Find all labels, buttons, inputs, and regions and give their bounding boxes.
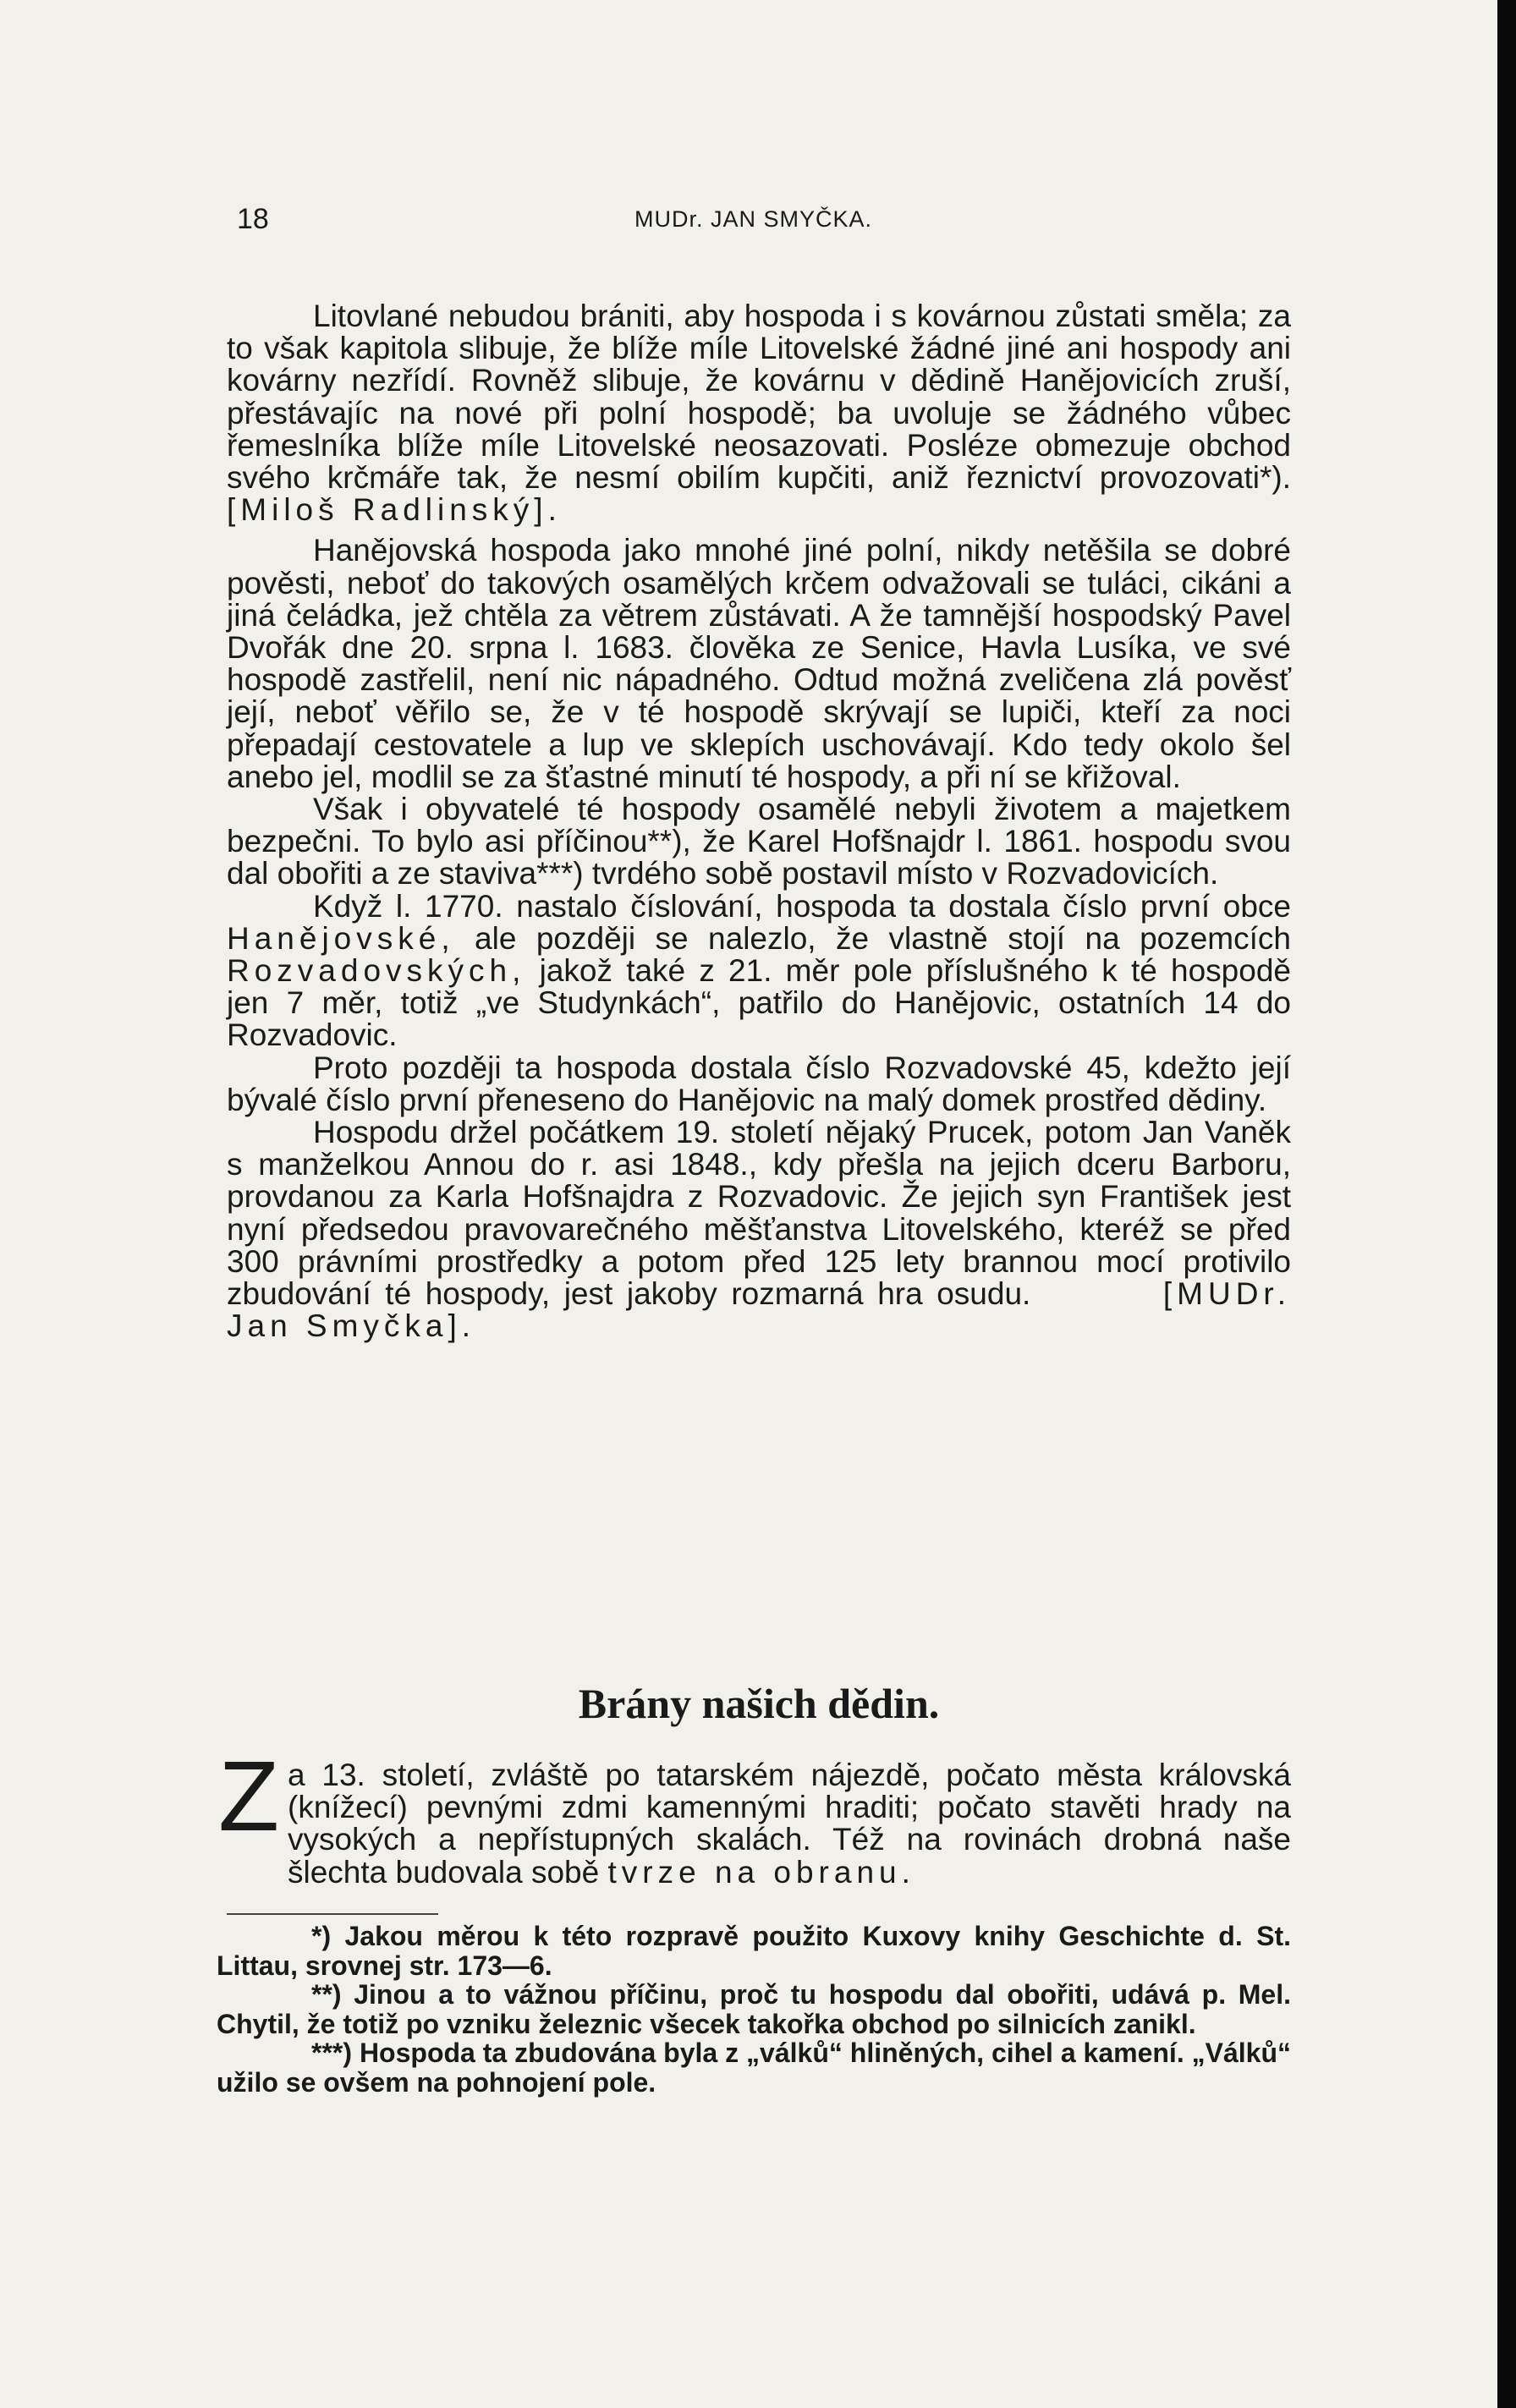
paragraph: Proto později ta hospoda dostala číslo Rozvadovské 45, kdežto její bývalé číslo první přeneseno do Hanějovic na malý domek prostřed dědiny. [227, 1050, 1291, 1117]
paragraph-text: Hospodu držel počátkem 19. století nějaký Prucek, potom Jan Vaněk s manželkou Annou do r. asi 1848., kdy přešla na jejich dceru Barboru, provdanou za Karla Hofšnajdra z Rozvadovic. Že jejich syn František jest nyní předsedou pravovarečného měšťanstva Litovelského, kteréž se před 300 právními prostředky a potom před 125 lety brannou mocí protivilo zbudování té hospody, jest jakoby rozmarná hra osudu. [227, 1115, 1291, 1312]
paragraph-text: jakož také z 21. měr pole příslušného k té hospodě jen 7 měr, totiž „ve Studynkách“, patřilo do Hanějovic, ostatních 14 do Rozvadovic. [227, 953, 1291, 1053]
paragraph: Hanějovská hospoda jako mnohé jiné polní, nikdy netěšila se dobré pověsti, neboť do takových osamělých krčem odvažovali se tuláci, cikáni a jiná čeládka, jež chtěla za větrem zůstávati. A že tamnější hospodský Pavel Dvořák dne 20. srpna l. 1683. člověka ze Senice, Havla Lusíka, ve své hospodě zastřelil, není nic nápadného. Odtud možná zveličena zlá pověsť její, neboť věřilo se, že v té hospodě skrývají se lupiči, kteří za noci přepadají cestovatele a lup ve sklepích uschovávají. Kdo tedy okolo šel anebo jel, modlil se za šťastné minutí té hospody, a při ní se křižoval. [227, 533, 1291, 794]
paragraph: Však i obyvatelé té hospody osamělé nebyli životem a majetkem bezpečni. To bylo asi příčinou**), že Karel Hofšnajdr l. 1861. hospodu svou dal obořiti a ze staviva***) tvrdého sobě postavil místo v Rozvadovicích. [227, 792, 1291, 891]
paragraph [227, 1116, 1291, 1342]
paragraph [227, 1759, 1291, 1889]
emphasized-text: tvrze na obranu. [607, 1854, 915, 1890]
paragraph-text: ale později se nalezlo, že vlastně stojí na pozemcích [475, 920, 1291, 956]
author-signature: [Miloš Radlinský]. [227, 492, 562, 528]
paragraph-text: Když l. 1770. nastalo číslování, hospoda ta dostala číslo první obce [313, 888, 1291, 924]
footnotes [217, 1922, 1291, 2097]
article-body [227, 300, 1291, 1343]
section-heading: Brány našich dědin. [578, 1680, 940, 1727]
author-signature: [MUDr. Jan Smyčka]. [227, 1276, 1291, 1344]
page-header [237, 203, 1286, 245]
footnote: **) Jinou a to vážnou příčinu, proč tu hospodu dal obořiti, udává p. Mel. Chytil, že totiž po vzniku železnic všecek takořka obchod po silnicích zanikl. [217, 1979, 1291, 2039]
running-title: MUDr. JAN SMYČKA. [634, 206, 873, 232]
emphasized-text: Rozvadovských, [227, 953, 526, 989]
drop-cap-initial: Z [218, 1741, 280, 1852]
footnote: ***) Hospoda ta zbudována byla z „válků“ hliněných, cihel a kamení. „Válků“ užilo se ovšem na pohnojení pole. [217, 2038, 1291, 2098]
paragraph-text: a 13. století, zvláště po tatarském nájezdě, počato města královská (knížecí) pevnými zdmi kamennými hraditi; počato stavěti hrady na vysokých a nepřístupných skalách. Též na rovinách drobná naše šlechta budovala sobě [288, 1758, 1291, 1890]
emphasized-text: Hanějovské, [227, 920, 455, 956]
footnote: *) Jakou měrou k této rozpravě použito Kuxovy knihy Geschichte d. St. Littau, srovnej str. 173—6. [217, 1921, 1291, 1981]
paragraph [227, 300, 1291, 526]
page-number: 18 [237, 203, 269, 235]
section-body [227, 1759, 1291, 1889]
scan-edge [1497, 0, 1516, 2408]
paragraph-text: Litovlané nebudou brániti, aby hospoda i s kovárnou zůstati směla; za to však kapitola slibuje, že blíže míle Litovelské žádné jiné ani hospody ani kovárny nezřídí. Rovněž slibuje, že kovárnu v dědině Hanějovicích zruší, přestávajíc na nové při polní hospodě; ba uvoluje se žádného vůbec řemeslníka blíže míle Litovelské neosazovati. Posléze obmezuje obchod svého krčmáře tak, že nesmí obilím kupčiti, aniž řeznictví provozovati*). [227, 299, 1291, 496]
footnote-divider [227, 1913, 438, 1915]
paragraph [227, 888, 1291, 1053]
